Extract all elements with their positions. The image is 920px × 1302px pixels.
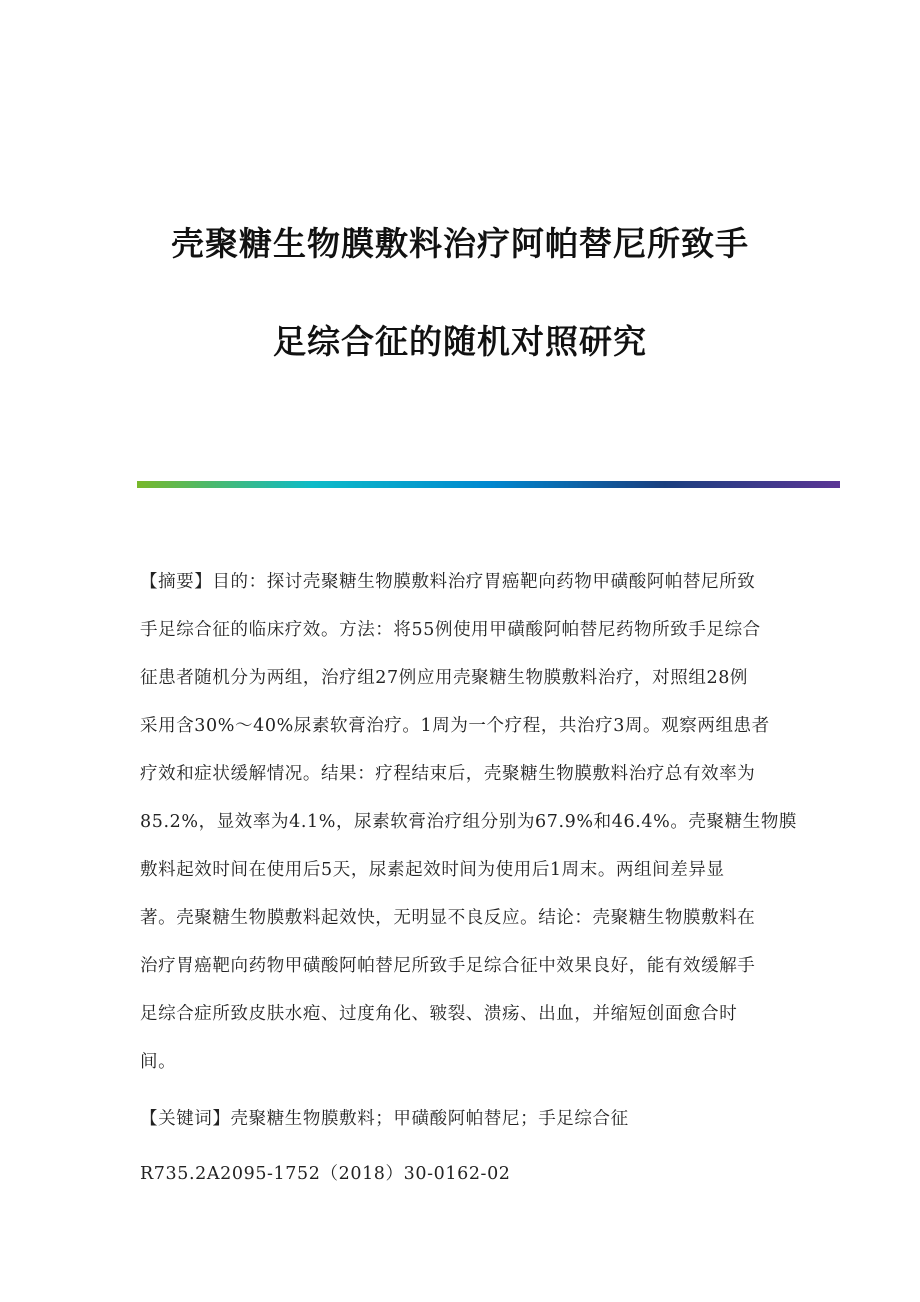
keywords: 【关键词】壳聚糖生物膜敷料；甲磺酸阿帕替尼；手足综合征 [140, 1109, 629, 1129]
abstract-line: 疗效和症状缓解情况。结果：疗程结束后，壳聚糖生物膜敷料治疗总有效率为 [140, 764, 756, 784]
abstract-line: 敷料起效时间在使用后5天，尿素起效时间为使用后1周末。两组间差异显 [140, 860, 725, 880]
document-title-line-1: 壳聚糖生物膜敷料治疗阿帕替尼所致手 [171, 224, 749, 263]
abstract-line: 间。 [140, 1052, 177, 1072]
abstract-line: 手足综合征的临床疗效。方法：将55例使用甲磺酸阿帕替尼药物所致手足综合 [140, 620, 761, 640]
classification-code: R735.2A2095-1752（2018）30-0162-02 [140, 1164, 511, 1184]
document-title-line-2: 足综合征的随机对照研究 [273, 322, 647, 361]
abstract-line: 足综合症所致皮肤水疱、过度角化、皲裂、溃疡、出血，并缩短创面愈合时 [140, 1004, 738, 1024]
abstract-line: 85.2%，显效率为4.1%，尿素软膏治疗组分别为67.9%和46.4%。壳聚糖生物膜 [140, 812, 798, 832]
abstract-line: 采用含30%～40%尿素软膏治疗。1周为一个疗程，共治疗3周。观察两组患者 [140, 716, 770, 736]
abstract-line: 【摘要】目的：探讨壳聚糖生物膜敷料治疗胃癌靶向药物甲磺酸阿帕替尼所致 [140, 572, 756, 592]
abstract-line: 著。壳聚糖生物膜敷料起效快，无明显不良反应。结论：壳聚糖生物膜敷料在 [140, 908, 756, 928]
abstract-line: 征患者随机分为两组，治疗组27例应用壳聚糖生物膜敷料治疗，对照组28例 [140, 668, 749, 688]
abstract-line: 治疗胃癌靶向药物甲磺酸阿帕替尼所致手足综合征中效果良好，能有效缓解手 [140, 956, 756, 976]
gradient-divider [137, 481, 840, 488]
